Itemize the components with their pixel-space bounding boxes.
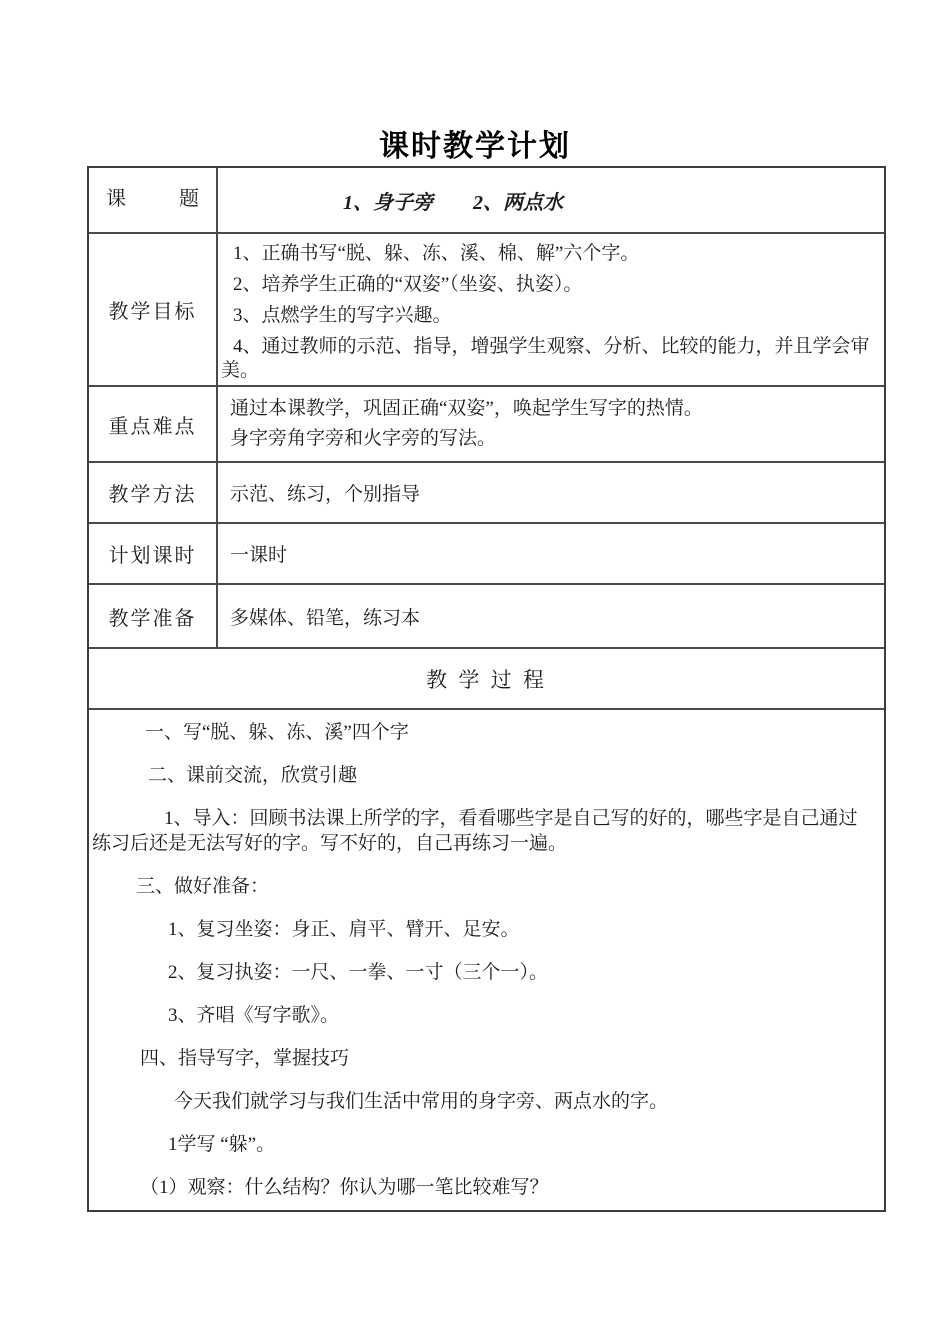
table-row-topic <box>89 168 884 234</box>
table-row-preparation <box>89 585 884 649</box>
process-paragraph: 1、复习坐姿：身正、肩平、臂开、足安。 <box>168 919 520 940</box>
process-paragraph: 1、导入：回顾书法课上所学的字，看看哪些字是自己写的好的，哪些字是自己通过练习后还是无法写好的字。写不好的，自己再练习一遍。 <box>92 808 858 854</box>
process-paragraph: （1）观察：什么结构？你认为哪一笔比较难写？ <box>140 1177 549 1198</box>
table-row-process-header <box>89 649 884 710</box>
process-paragraph: 2、复习执姿：一尺、一拳、一寸（三个一）。 <box>168 962 549 983</box>
table-row-goals <box>89 234 884 387</box>
row-value-keypoints <box>218 387 884 461</box>
row-value-preparation: 多媒体、铅笔，练习本 <box>230 607 421 629</box>
goal-line: 2、培养学生正确的“双姿”（坐姿、执姿）。 <box>233 274 583 295</box>
row-value-hours: 一课时 <box>230 545 288 566</box>
row-label-method: 教学方法 <box>89 463 218 522</box>
row-label-goals: 教学目标 <box>89 234 218 385</box>
goal-line: 4、通过教师的示范、指导，增强学生观察、分析、比较的能力，并且学会审美。 <box>221 336 870 381</box>
row-value-method: 示范、练习，个别指导 <box>230 484 421 505</box>
process-paragraph: 1学写 “躲”。 <box>168 1134 276 1155</box>
process-paragraph: 四、指导写字，掌握技巧 <box>140 1048 350 1069</box>
lesson-plan-table <box>87 166 886 1212</box>
table-row-method <box>89 463 884 524</box>
process-paragraph: 3、齐唱《写字歌》。 <box>168 1005 340 1026</box>
row-value-goals <box>218 234 884 385</box>
process-header: 教 学 过 程 <box>426 667 547 692</box>
table-row-keypoints <box>89 387 884 463</box>
row-value-topic: 1、身子旁 2、两点水 <box>343 191 563 214</box>
table-row-process-body <box>89 710 884 1210</box>
goal-line: 3、点燃学生的写字兴趣。 <box>233 305 452 326</box>
document-title: 课时教学计划 <box>379 129 571 164</box>
keypoint-line: 身字旁角字旁和火字旁的写法。 <box>230 428 497 449</box>
row-label-keypoints: 重点难点 <box>89 387 218 461</box>
row-label-topic: 课题 <box>89 168 218 232</box>
keypoint-line: 通过本课教学，巩固正确“双姿”，唤起学生写字的热情。 <box>230 398 703 419</box>
process-paragraph: 今天我们就学习与我们生活中常用的身字旁、两点水的字。 <box>174 1091 669 1112</box>
process-paragraph: 一、写“脱、躲、冻、溪”四个字 <box>145 722 409 743</box>
process-body <box>89 710 884 1210</box>
process-paragraph: 二、课前交流，欣赏引趣 <box>148 765 358 786</box>
row-label-preparation: 教学准备 <box>89 585 218 647</box>
goal-line: 1、正确书写“脱、躲、冻、溪、棉、解”六个字。 <box>233 243 640 264</box>
table-row-hours <box>89 524 884 585</box>
process-paragraph: 三、做好准备： <box>136 876 270 897</box>
row-label-hours: 计划课时 <box>89 524 218 583</box>
